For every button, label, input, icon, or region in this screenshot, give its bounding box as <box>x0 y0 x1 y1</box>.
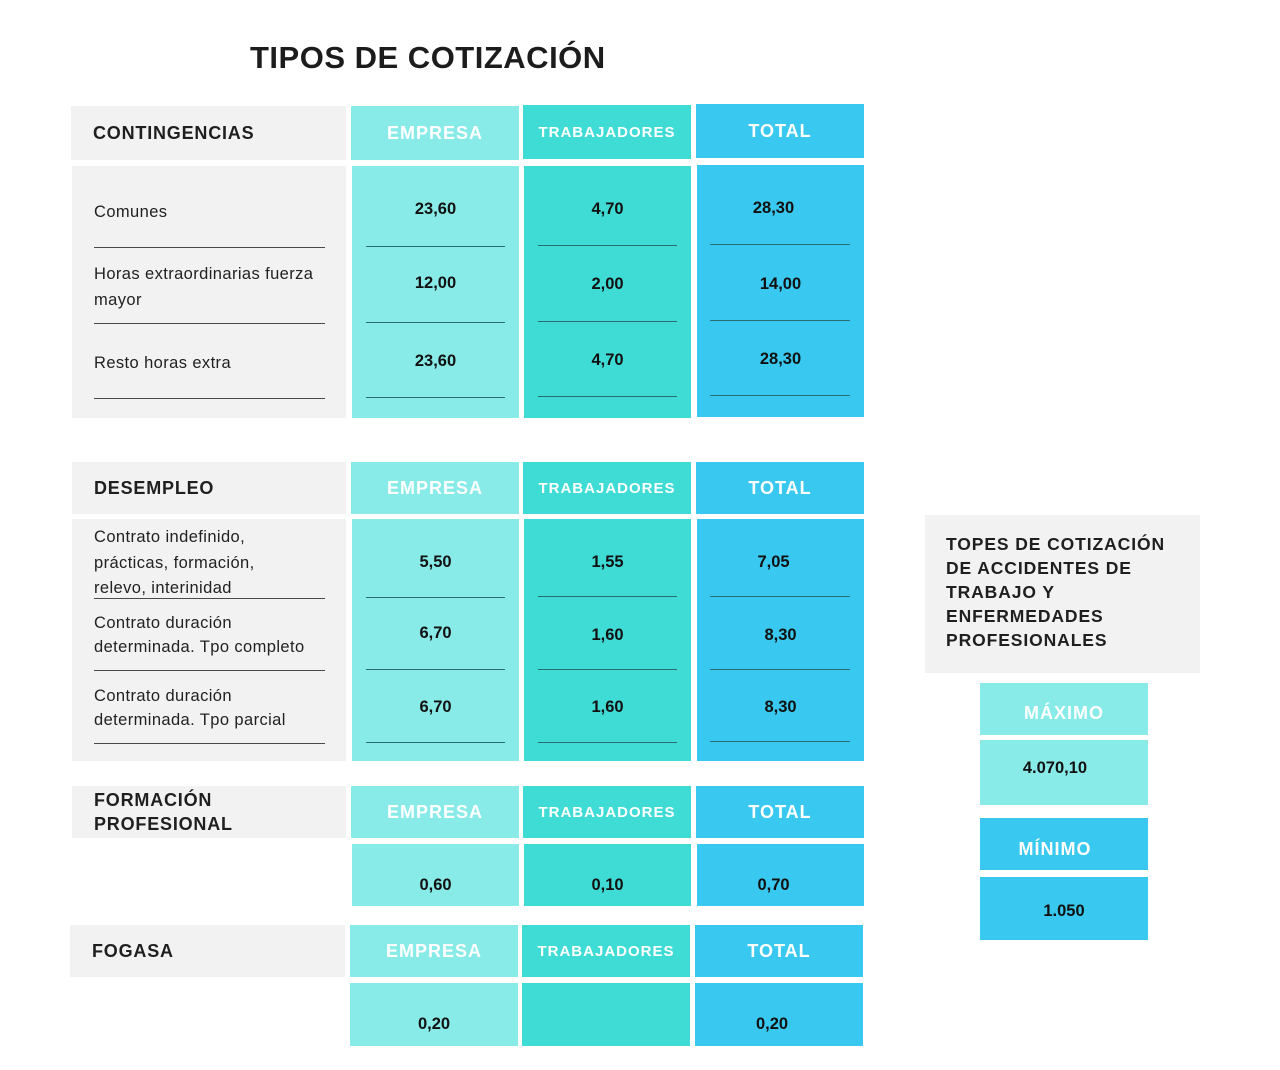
topes-title: TOPES DE COTIZACIÓN DE ACCIDENTES DE TRABAJO Y ENFERMEDADES PROFESIONALES <box>946 534 1166 650</box>
fogasa-header: FOGASA <box>70 925 345 977</box>
contingencias-trabajadores-header: TRABAJADORES <box>523 105 691 159</box>
row-divider <box>538 669 677 670</box>
contingencias-row-comunes-label: Comunes <box>94 203 168 221</box>
formacion-total-value: 0,70 <box>697 844 864 906</box>
fogasa-trabajadores-header: TRABAJADORES <box>522 925 690 977</box>
contingencias-horasfm-empresa: 12,00 <box>414 274 457 292</box>
row-divider <box>366 322 505 323</box>
desempleo-total-header: TOTAL <box>696 462 864 514</box>
topes-minimo-header: MÍNIMO <box>980 818 1148 870</box>
row-divider <box>710 320 850 321</box>
row-divider <box>710 669 850 670</box>
row-divider <box>366 397 505 398</box>
row-divider <box>366 597 505 598</box>
row-divider <box>538 596 677 597</box>
formacion-trabajadores-value: 0,10 <box>524 844 691 906</box>
contingencias-horasfm-total: 14,00 <box>759 275 802 293</box>
desempleo-parcial-empresa: 6,70 <box>419 698 452 716</box>
fogasa-total-value: 0,20 <box>695 983 863 1046</box>
contingencias-row-horas-fm-label: Horas extraordinarias fuerza mayor <box>94 265 314 309</box>
row-divider <box>366 246 505 247</box>
contingencias-horasfm-trabajadores: 2,00 <box>591 275 624 293</box>
desempleo-indefinido-empresa: 5,50 <box>419 553 452 571</box>
contingencias-empresa-header: EMPRESA <box>351 106 519 160</box>
row-divider <box>710 244 850 245</box>
contingencias-comunes-total: 28,30 <box>752 199 795 217</box>
row-divider <box>710 596 850 597</box>
row-divider <box>94 743 325 744</box>
row-divider <box>366 742 505 743</box>
desempleo-parcial-total: 8,30 <box>764 698 797 716</box>
desempleo-row-indefinido-label: Contrato indefinido, prácticas, formación, relevo, interinidad <box>94 528 255 597</box>
row-divider <box>538 742 677 743</box>
contingencias-total-header: TOTAL <box>696 104 864 158</box>
topes-panel <box>925 515 1200 673</box>
row-divider <box>710 741 850 742</box>
desempleo-indefinido-trabajadores: 1,55 <box>591 553 624 571</box>
formacion-total-header: TOTAL <box>696 786 864 838</box>
desempleo-empresa-header: EMPRESA <box>351 462 519 514</box>
row-divider <box>538 245 677 246</box>
fogasa-empresa-value: 0,20 <box>350 983 518 1046</box>
contingencias-resto-empresa: 23,60 <box>414 352 457 370</box>
page-title: TIPOS DE COTIZACIÓN <box>250 40 606 75</box>
fogasa-empresa-header: EMPRESA <box>350 925 518 977</box>
desempleo-row-parcial-label: Contrato duración determinada. Tpo parcial <box>94 687 286 729</box>
row-divider <box>366 669 505 670</box>
formacion-header: FORMACIÓN PROFESIONAL <box>72 786 346 838</box>
formacion-trabajadores-header: TRABAJADORES <box>523 786 691 838</box>
desempleo-header: DESEMPLEO <box>72 462 346 514</box>
topes-maximo-value: 4.070,10 <box>980 740 1148 805</box>
contingencias-comunes-empresa: 23,60 <box>414 200 457 218</box>
row-divider <box>94 323 325 324</box>
topes-minimo-value: 1.050 <box>980 877 1148 940</box>
contingencias-row-resto-label: Resto horas extra <box>94 354 232 372</box>
row-divider <box>538 396 677 397</box>
row-divider <box>94 670 325 671</box>
contingencias-resto-trabajadores: 4,70 <box>591 351 624 369</box>
desempleo-indefinido-total: 7,05 <box>757 553 790 571</box>
contingencias-resto-total: 28,30 <box>759 350 802 368</box>
desempleo-completo-empresa: 6,70 <box>419 624 452 642</box>
row-divider <box>94 398 325 399</box>
desempleo-trabajadores-header: TRABAJADORES <box>523 462 691 514</box>
desempleo-completo-trabajadores: 1,60 <box>591 626 624 644</box>
contingencias-header: CONTINGENCIAS <box>71 106 346 160</box>
row-divider <box>710 395 850 396</box>
fogasa-trabajadores-value <box>522 983 690 1046</box>
formacion-empresa-header: EMPRESA <box>351 786 519 838</box>
contingencias-comunes-trabajadores: 4,70 <box>591 200 624 218</box>
row-divider <box>538 321 677 322</box>
desempleo-parcial-trabajadores: 1,60 <box>591 698 624 716</box>
desempleo-row-completo-label: Contrato duración determinada. Tpo completo <box>94 614 305 656</box>
fogasa-total-header: TOTAL <box>695 925 863 977</box>
formacion-empresa-value: 0,60 <box>352 844 519 906</box>
row-divider <box>94 247 325 248</box>
row-divider <box>94 598 325 599</box>
topes-maximo-header: MÁXIMO <box>980 683 1148 735</box>
desempleo-completo-total: 8,30 <box>764 626 797 644</box>
